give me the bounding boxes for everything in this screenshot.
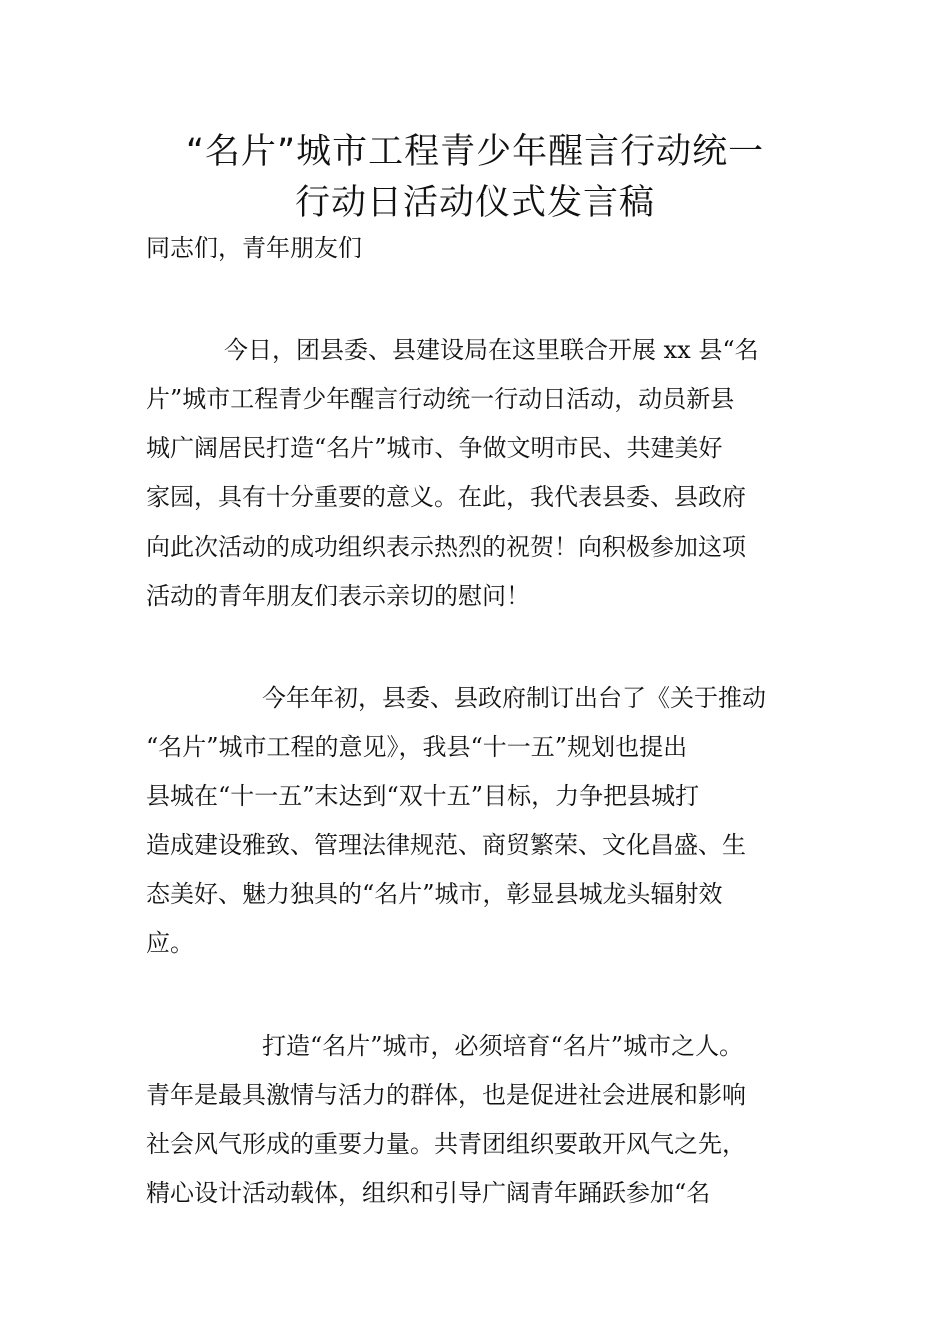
paragraph-1-line-4: 家园，具有十分重要的意义。在此，我代表县委、县政府 [146, 483, 746, 511]
paragraph-2-line-1: 今年年初，县委、县政府制订出台了《关于推动 [262, 684, 766, 712]
paragraph-2-line-3: 县城在“十一五”末达到“双十五”目标，力争把县城打 [146, 782, 700, 810]
paragraph-2-line-2: “名片”城市工程的意见》，我县“十一五”规划也提出 [146, 733, 688, 761]
paragraph-2-line-5: 态美好、魅力独具的“名片”城市，彰显县城龙头辐射效 [146, 880, 723, 908]
paragraph-3-line-2: 青年是最具激情与活力的群体，也是促进社会进展和影响 [146, 1081, 746, 1109]
paragraph-1-line-5: 向此次活动的成功组织表示热烈的祝贺！向积极参加这项 [146, 533, 746, 561]
salutation: 同志们，青年朋友们 [146, 234, 362, 262]
paragraph-2-line-6: 应。 [146, 929, 194, 957]
document-title-line-2: 行动日活动仪式发言稿 [294, 183, 655, 223]
document-title-line-1: “名片”城市工程青少年醒言行动统一 [185, 132, 765, 172]
paragraph-1-line-3: 城广阔居民打造“名片”城市、争做文明市民、共建美好 [146, 434, 723, 462]
paragraph-3-line-1: 打造“名片”城市，必须培育“名片”城市之人。 [262, 1032, 744, 1060]
paragraph-1-line-1: 今日，团县委、县建设局在这里联合开展 xx 县“名 [224, 336, 759, 364]
paragraph-2-line-4: 造成建设雅致、管理法律规范、商贸繁荣、文化昌盛、生 [146, 831, 746, 859]
paragraph-1-line-2: 片”城市工程青少年醒言行动统一行动日活动，动员新县 [146, 385, 735, 413]
paragraph-3-line-4: 精心设计活动载体，组织和引导广阔青年踊跃参加“名 [146, 1179, 711, 1207]
paragraph-1-line-6: 活动的青年朋友们表示亲切的慰问！ [146, 582, 530, 610]
paragraph-3-line-3: 社会风气形成的重要力量。共青团组织要敢开风气之先， [146, 1130, 746, 1158]
